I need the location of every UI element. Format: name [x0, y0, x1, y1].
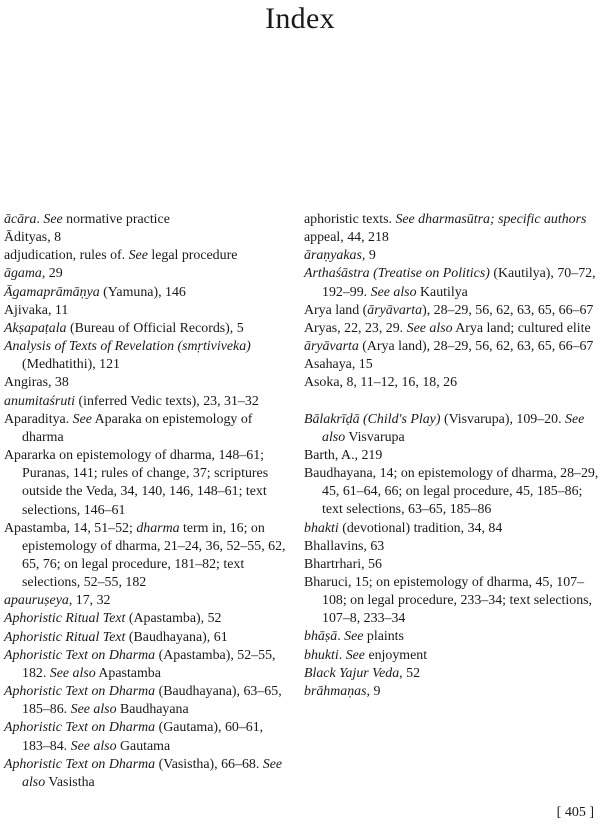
index-entry — [4, 647, 292, 683]
index-entry — [4, 393, 292, 411]
index-entry-text: See also — [70, 702, 117, 718]
index-entry-text: (Arya land), 28–29, 56, 62, 63, 65, 66–67 — [358, 339, 594, 355]
index-entry-text: bhukti — [304, 647, 339, 663]
index-entry-text: Apararka on epistemology of dharma, 148–61; Puranas, 141; rules of change, 37; scriptures outside the Veda, 34, 140, 146, 148–61; text selections, 146–61 — [4, 448, 269, 518]
index-entry-text: See — [345, 647, 365, 663]
index-entry-text: See also — [70, 738, 117, 754]
index-entry — [304, 447, 600, 465]
index-entry-text: (inferred Vedic texts), 23, 31–32 — [75, 393, 259, 409]
index-entry-text: Aphoristic Text on Dharma — [4, 684, 156, 700]
index-entry-text: Analysis of Texts of Revelation (smṛtiviveka) — [4, 339, 251, 355]
index-entry-text: (Gautama), 60–61, 183–84. — [22, 720, 264, 754]
index-entry — [304, 628, 600, 646]
index-entry-text: Baudhayana, 14; on epistemology of dharma, 28–29, 45, 61–64, 66; on legal procedure, 45, 185–86; text selections, 63–65, 185–86 — [304, 466, 599, 518]
index-entry-text: See also — [322, 411, 585, 445]
index-entry-text: Barth, A., 219 — [304, 447, 383, 463]
index-entry — [4, 719, 292, 755]
index-entry — [304, 211, 600, 229]
index-entry — [304, 356, 600, 374]
index-entry-text: (Bureau of Official Records), 5 — [66, 320, 244, 336]
index-entry-text: See also — [49, 665, 96, 681]
index-entry-text: bhāṣā — [304, 629, 338, 645]
index-entry-text: , 52 — [399, 665, 421, 681]
index-entry-text: Apastamba, 14, 51–52; — [4, 520, 137, 536]
index-entry-text: Aparaka on epistemology of dharma — [22, 411, 253, 445]
index-entry-text: Aphoristic Text on Dharma — [4, 756, 156, 772]
index-entry-text: Aphoristic Text on Dharma — [4, 720, 156, 736]
index-entry — [304, 411, 600, 447]
index-entry — [304, 520, 600, 538]
index-entry — [4, 284, 292, 302]
index-entry-text: term in, 16; on epistemology of dharma, 21–24, 36, 52–55, 62, 65, 76; on legal procedure, 181–82; text selections, 52–55, 182 — [22, 520, 286, 591]
index-entry-text: (devotional) tradition, 34, 84 — [338, 520, 503, 536]
index-entry-text: Ajivaka, 11 — [4, 302, 69, 318]
index-entry-text: See dharmasūtra; specific authors — [395, 212, 587, 227]
page-number: [ 405 ] — [556, 805, 594, 820]
index-entry-text: See — [43, 212, 63, 227]
index-entry-text: āryāvarta — [304, 339, 359, 355]
index-entry — [304, 574, 600, 628]
index-entry — [4, 374, 292, 392]
index-entry-text: appeal, 44, 218 — [304, 230, 389, 246]
index-entry-text: (Baudhayana), 63–65, 185–86. — [22, 684, 282, 718]
index-entry-text: Arthaśāstra (Treatise on Politics) — [304, 266, 490, 282]
index-entry — [4, 411, 292, 447]
index-entry-text: Kautilya — [416, 284, 468, 300]
index-entry-text: Baudhayana — [116, 702, 189, 718]
index-entry-text: plaints — [363, 629, 404, 645]
index-entry — [304, 338, 600, 356]
index-entry — [304, 647, 600, 665]
index-entry-text: Bharuci, 15; on epistemology of dharma, 45, 107–108; on legal procedure, 233–34; text selections, 107–8, 233–34 — [304, 574, 593, 627]
index-entry-text: dharma — [136, 520, 180, 536]
index-entry — [304, 265, 600, 301]
index-entry-text: Asahaya, 15 — [304, 357, 373, 373]
index-entry-text: , 9 — [361, 248, 376, 264]
index-entry-text: ācāra — [4, 212, 37, 227]
index-entry-text: Visvarupa — [345, 429, 405, 445]
index-entry-text: See also — [22, 756, 283, 790]
index-entry-text: See also — [370, 284, 417, 300]
index-entry — [4, 592, 292, 610]
index-entry-text: See — [128, 248, 148, 264]
index-entry-text: Vasistha — [45, 774, 95, 790]
index-entry-text: Bālakrīḍā (Child's Play) — [304, 411, 441, 427]
index-entry — [4, 229, 292, 247]
index-entry-text: Akṣapaṭala — [4, 320, 67, 336]
index-entry — [304, 374, 600, 392]
index-entry-text: legal procedure — [147, 248, 238, 264]
index-entry — [304, 538, 600, 556]
index-column-right — [304, 211, 600, 701]
index-entry-text: . — [338, 647, 346, 663]
index-entry-text: , 29 — [41, 266, 63, 282]
index-entry-text: Asoka, 8, 11–12, 16, 18, 26 — [304, 375, 458, 391]
index-entry — [4, 211, 292, 229]
index-entry-text: normative practice — [62, 212, 170, 227]
index-entry-text: (Baudhayana), 61 — [125, 629, 228, 645]
index-entry-text: . — [36, 212, 44, 227]
index-entry-text: bhakti — [304, 520, 339, 536]
index-entry — [304, 247, 600, 265]
index-entry — [4, 610, 292, 628]
index-entry-text: āgama — [4, 266, 42, 282]
index-entry-text: brāhmaṇas — [304, 683, 367, 699]
index-entry-text: Aphoristic Ritual Text — [4, 629, 126, 645]
index-column-left — [4, 211, 292, 792]
index-entry-text: āryāvarta — [367, 302, 423, 318]
page-title: Index — [265, 2, 335, 35]
index-entry-text: Ādityas, 8 — [4, 230, 62, 246]
index-entry — [4, 629, 292, 647]
index-entry-text: Angiras, 38 — [4, 375, 69, 391]
index-entry — [4, 265, 292, 283]
index-entry-text: (Apastamba), 52 — [125, 611, 222, 627]
index-entry-text: enjoyment — [364, 647, 428, 663]
index-entry-text: Gautama — [116, 738, 171, 754]
index-entry-text: Bhartrhari, 56 — [304, 556, 382, 572]
index-entry-text: (Apastamba), 52–55, 182. — [22, 647, 276, 681]
index-entry-text: (Visvarupa), 109–20. — [440, 411, 566, 427]
index-entry — [4, 447, 292, 520]
index-entry-text: (Kautilya), 70–72, 192–99. — [322, 266, 596, 300]
index-entry-text: Black Yajur Veda — [304, 665, 400, 681]
index-entry-text: Aryas, 22, 23, 29. — [304, 320, 407, 336]
index-entry-text: (Yamuna), 146 — [99, 284, 186, 300]
index-entry-text: Aphoristic Text on Dharma — [4, 647, 156, 663]
index-entry-text: Bhallavins, 63 — [304, 538, 385, 554]
index-entry — [304, 320, 600, 338]
index-entry-text: adjudication, rules of. — [4, 248, 129, 264]
index-entry-text: , 17, 32 — [68, 593, 111, 609]
index-entry-text: Arya land; cultured elite — [452, 320, 591, 336]
index-entry — [4, 756, 292, 792]
index-entry-text: aphoristic texts. — [304, 212, 396, 227]
index-entry-text: , 9 — [366, 683, 381, 699]
index-entry — [4, 338, 292, 374]
index-entry — [4, 683, 292, 719]
index-entry-text: See — [72, 411, 92, 427]
index-entry — [304, 302, 600, 320]
index-entry-text: . — [337, 629, 345, 645]
index-entry-text: (Medhatithi), 121 — [22, 357, 120, 373]
index-entry — [304, 665, 600, 683]
index-entry-text: (Vasistha), 66–68. — [155, 756, 263, 772]
index-entry-text: anumitaśruti — [4, 393, 76, 409]
index-entry-text: apauruṣeya — [4, 593, 69, 609]
index-entry-text: Āgamaprāmāṇya — [4, 284, 100, 300]
index-entry — [4, 247, 292, 265]
index-entry-text: āraṇyakas — [304, 248, 362, 264]
index-entry-text: Aparaditya. — [4, 411, 73, 427]
index-entry — [304, 556, 600, 574]
index-entry-text: Arya land ( — [304, 302, 368, 318]
index-entry-text: See also — [406, 320, 453, 336]
index-entry — [4, 520, 292, 593]
index-entry-text: Apastamba — [95, 665, 161, 681]
index-entry-text: See — [344, 629, 364, 645]
index-entry — [4, 302, 292, 320]
index-entry-text: ), 28–29, 56, 62, 63, 65, 66–67 — [422, 302, 594, 318]
index-entry — [304, 229, 600, 247]
index-entry — [4, 320, 292, 338]
index-entry-text: Aphoristic Ritual Text — [4, 611, 126, 627]
index-entry — [304, 683, 600, 701]
index-entry — [304, 465, 600, 519]
